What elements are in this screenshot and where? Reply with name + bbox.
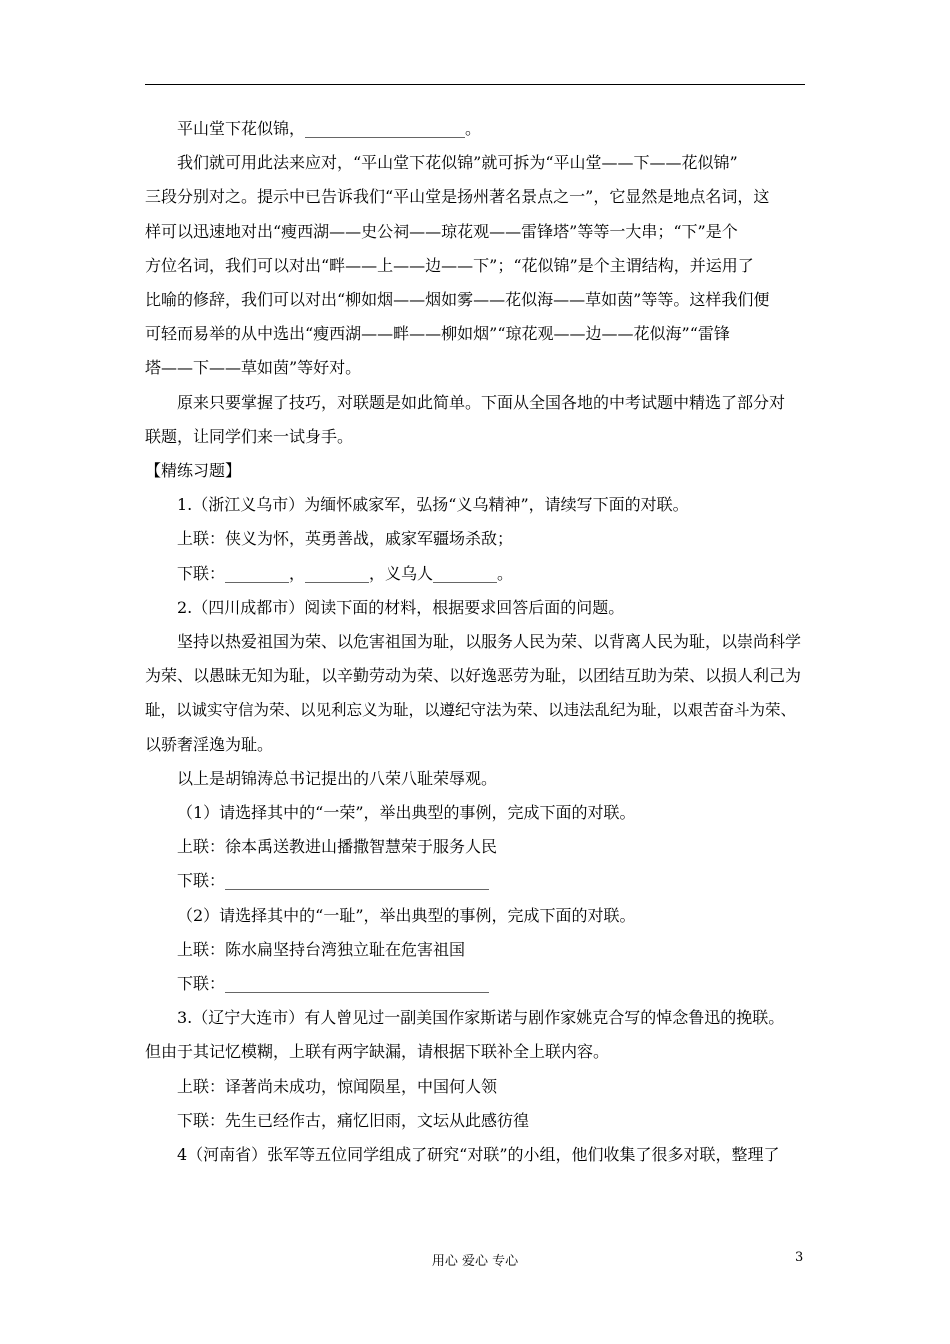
text-line: 上联：陈水扁坚持台湾独立耻在危害祖国 <box>177 939 466 959</box>
text-line: （1）请选择其中的“一荣”，举出典型的事例，完成下面的对联。 <box>177 803 636 823</box>
document-body <box>145 112 805 1172</box>
text-line: 以骄奢淫逸为耻。 <box>145 734 274 754</box>
text-line: 平山堂下花似锦，____________________。 <box>177 119 482 138</box>
text-line: 2.（四川成都市）阅读下面的材料，根据要求回答后面的问题。 <box>177 597 625 617</box>
text-line: 以上是胡锦涛总书记提出的八荣八耻荣辱观。 <box>177 768 498 788</box>
text-line: 耻，以诚实守信为荣、以见利忘义为耻，以遵纪守法为荣、以违法乱纪为耻，以艰苦奋斗为荣、 <box>145 701 797 720</box>
text-line: 方位名词，我们可以对出“畔——上——边——下”；“花似锦”是个主谓结构，并运用了 <box>145 255 754 275</box>
text-line: 下联：_________________________________ <box>177 871 490 891</box>
text-line: 为荣、以愚昧无知为耻，以辛勤劳动为荣、以好逸恶劳为耻，以团结互助为荣、以损人利己为 <box>145 666 802 686</box>
text-line: 但由于其记忆模糊，上联有两字缺漏，请根据下联补全上联内容。 <box>145 1042 610 1062</box>
text-line: 4（河南省）张军等五位同学组成了研究“对联”的小组，他们收集了很多对联，整理了 <box>177 1145 780 1165</box>
text-line: 塔——下——草如茵”等好对。 <box>145 358 362 378</box>
text-line: 三段分别对之。提示中已告诉我们“平山堂是扬州著名景点之一”，它显然是地点名词，这 <box>145 187 770 207</box>
text-line: 上联：侠义为怀，英勇善战，戚家军疆场杀敌； <box>177 529 514 549</box>
header-rule <box>145 84 805 85</box>
text-line: 上联：徐本禹送教进山播撒智慧荣于服务人民 <box>177 837 498 857</box>
text-line: 3.（辽宁大连市）有人曾见过一副美国作家斯诺与剧作家姚克合写的悼念鲁迅的挽联。 <box>177 1008 785 1028</box>
text-line: 可轻而易举的从中选出“瘦西湖——畔——柳如烟”“琼花观——边——花似海”“雷锋 <box>145 324 730 344</box>
text-line: 我们就可用此法来应对，“平山堂下花似锦”就可拆为“平山堂——下——花似锦” <box>177 153 738 173</box>
text-line: 坚持以热爱祖国为荣、以危害祖国为耻，以服务人民为荣、以背离人民为耻，以崇尚科学 <box>177 632 802 652</box>
text-line: 比喻的修辞，我们可以对出“柳如烟——烟如雾——花似海——草如茵”等等。这样我们便 <box>145 290 770 310</box>
text-line: 下联：_________________________________ <box>177 974 490 994</box>
text-line: 下联：先生已经作古，痛忆旧雨，文坛从此感彷徨 <box>177 1110 530 1130</box>
text-line: 上联：译著尚未成功，惊闻陨星，中国何人领 <box>177 1076 498 1096</box>
page-number: 3 <box>795 1250 804 1265</box>
text-line: 联题，让同学们来一试身手。 <box>145 426 354 446</box>
text-line: 1.（浙江义乌市）为缅怀戚家军，弘扬“义乌精神”，请续写下面的对联。 <box>177 495 689 515</box>
text-line: 下联：________，________，义乌人________。 <box>177 563 514 583</box>
text-line: 样可以迅速地对出“瘦西湖——史公祠——琼花观——雷锋塔”等等一大串；“下”是个 <box>145 221 738 241</box>
text-line: 【精练习题】 <box>145 461 242 481</box>
text-line: （2）请选择其中的“一耻”，举出典型的事例，完成下面的对联。 <box>177 905 636 925</box>
text-line: 原来只要掌握了技巧，对联题是如此简单。下面从全国各地的中考试题中精选了部分对 <box>177 392 786 412</box>
footer-slogan: 用心 爱心 专心 <box>431 1254 519 1269</box>
